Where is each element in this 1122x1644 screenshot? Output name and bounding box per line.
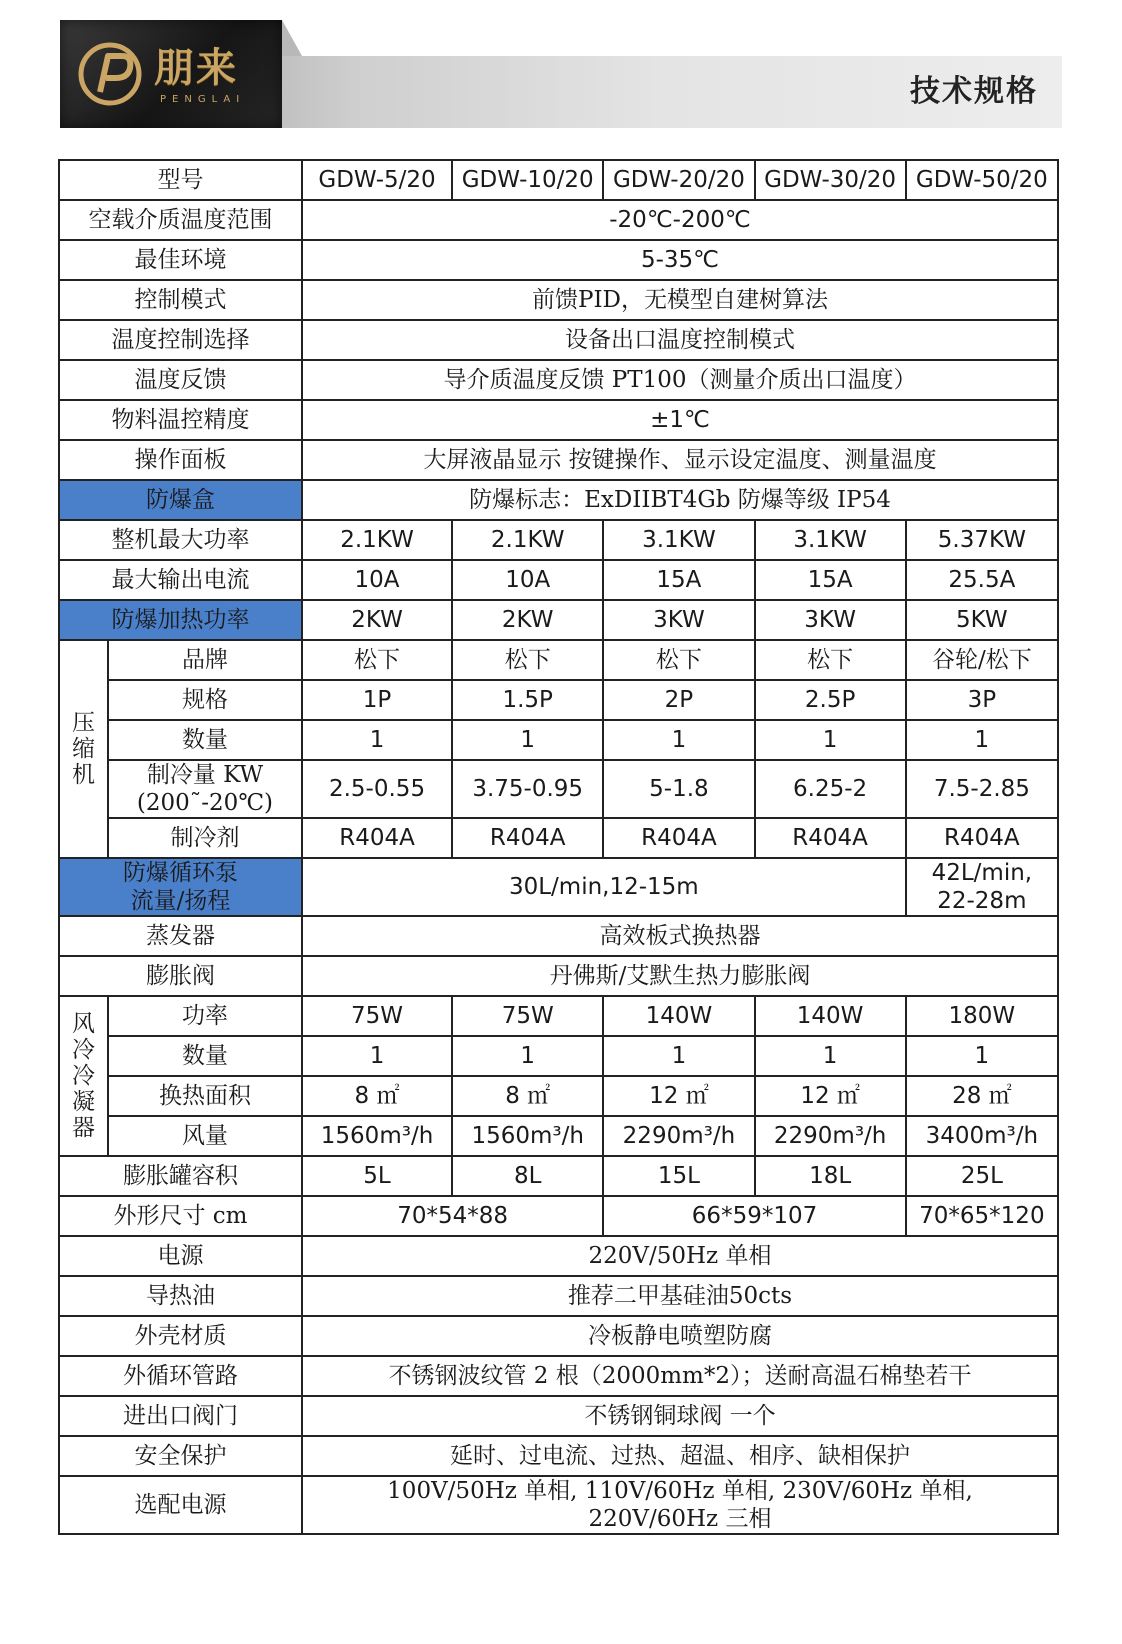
- table-row: [59, 1356, 1058, 1396]
- pump-last-line2: 22-28m: [937, 888, 1027, 914]
- sub-label: 制冷剂: [108, 818, 302, 858]
- table-row: [59, 1156, 1058, 1196]
- value-cell: 75W: [302, 996, 452, 1036]
- value-cell: 1560m³/h: [452, 1116, 603, 1156]
- sub-label: 风量: [108, 1116, 302, 1156]
- row-value: 30L/min,12-15m: [302, 858, 906, 916]
- table-row: [59, 1116, 1058, 1156]
- value-cell: 18L: [755, 1156, 906, 1196]
- value-cell: 75W: [452, 996, 603, 1036]
- table-row: [59, 160, 1058, 200]
- sub-label: 数量: [108, 1036, 302, 1076]
- row-value: 冷板静电喷塑防腐: [302, 1316, 1058, 1356]
- row-label: 操作面板: [59, 440, 302, 480]
- row-label: 整机最大功率: [59, 520, 302, 560]
- table-row: [59, 360, 1058, 400]
- value-cell: 3KW: [755, 600, 906, 640]
- row-value: ±1℃: [302, 400, 1058, 440]
- value-cell: 2.5P: [755, 680, 906, 720]
- value-cell: 3.1KW: [755, 520, 906, 560]
- row-label: 型号: [59, 160, 302, 200]
- model-cell: GDW-20/20: [603, 160, 754, 200]
- value-cell: 2KW: [452, 600, 603, 640]
- value-cell: 25L: [906, 1156, 1058, 1196]
- table-row: [59, 200, 1058, 240]
- value-cell: 1: [906, 1036, 1058, 1076]
- group-label-compressor: [59, 640, 108, 858]
- value-cell: 2290m³/h: [603, 1116, 754, 1156]
- row-label: 蒸发器: [59, 916, 302, 956]
- value-cell: 3KW: [603, 600, 754, 640]
- sub-label: 换热面积: [108, 1076, 302, 1116]
- value-cell: 8 ㎡: [452, 1076, 603, 1116]
- sub-label: 数量: [108, 720, 302, 760]
- value-cell: 70*54*88: [302, 1196, 603, 1236]
- table-row: [59, 1396, 1058, 1436]
- row-label: 安全保护: [59, 1436, 302, 1476]
- row-label-highlighted: [59, 858, 302, 916]
- table-row: [59, 1316, 1058, 1356]
- value-cell: 1: [906, 720, 1058, 760]
- pump-last-line1: 42L/min,: [931, 860, 1033, 886]
- sub-label: [108, 760, 302, 818]
- row-label: 膨胀罐容积: [59, 1156, 302, 1196]
- page-header: [60, 20, 1062, 128]
- model-cell: GDW-30/20: [755, 160, 906, 200]
- table-row: [59, 480, 1058, 520]
- value-cell: R404A: [452, 818, 603, 858]
- value-cell: 松下: [755, 640, 906, 680]
- row-label-highlighted: 防爆加热功率: [59, 600, 302, 640]
- value-cell: 5.37KW: [906, 520, 1058, 560]
- value-cell: 5L: [302, 1156, 452, 1196]
- table-row: [59, 280, 1058, 320]
- row-label: 电源: [59, 1236, 302, 1276]
- value-cell: 1: [452, 720, 603, 760]
- value-cell: 1560m³/h: [302, 1116, 452, 1156]
- pump-label-line1: 防爆循环泵: [122, 860, 238, 886]
- row-value: 大屏液晶显示 按键操作、显示设定温度、测量温度: [302, 440, 1058, 480]
- table-row: [59, 600, 1058, 640]
- value-cell: 2290m³/h: [755, 1116, 906, 1156]
- value-cell: 10A: [302, 560, 452, 600]
- value-cell: 7.5-2.85: [906, 760, 1058, 818]
- brand-logo: [60, 20, 282, 128]
- sub-label: 规格: [108, 680, 302, 720]
- value-cell: 1: [603, 1036, 754, 1076]
- table-row: [59, 400, 1058, 440]
- row-value: 设备出口温度控制模式: [302, 320, 1058, 360]
- row-label: 控制模式: [59, 280, 302, 320]
- value-cell: R404A: [603, 818, 754, 858]
- row-label: 外循环管路: [59, 1356, 302, 1396]
- row-value: 推荐二甲基硅油50cts: [302, 1276, 1058, 1316]
- spec-table: [58, 159, 1059, 1535]
- row-label-highlighted: 防爆盒: [59, 480, 302, 520]
- row-value: 前馈PID，无模型自建树算法: [302, 280, 1058, 320]
- logo-chinese-name: 朋来: [154, 45, 238, 91]
- value-cell: 140W: [603, 996, 754, 1036]
- optional-power-line2: 220V/60Hz 三相: [588, 1506, 772, 1532]
- model-cell: GDW-5/20: [302, 160, 452, 200]
- value-cell: 8 ㎡: [302, 1076, 452, 1116]
- row-value: -20℃-200℃: [302, 200, 1058, 240]
- value-cell: 12 ㎡: [755, 1076, 906, 1116]
- table-row: [59, 680, 1058, 720]
- table-row: [59, 858, 1058, 916]
- value-cell: 1: [302, 1036, 452, 1076]
- table-row: [59, 956, 1058, 996]
- table-row: [59, 1196, 1058, 1236]
- value-cell: 6.25-2: [755, 760, 906, 818]
- table-row: [59, 1436, 1058, 1476]
- table-row: [59, 1476, 1058, 1534]
- group-label-condenser: [59, 996, 108, 1156]
- value-cell: 3.1KW: [603, 520, 754, 560]
- row-label: 导热油: [59, 1276, 302, 1316]
- row-label: 空载介质温度范围: [59, 200, 302, 240]
- row-value: 不锈钢波纹管 2 根（2000mm*2）；送耐高温石棉垫若干: [302, 1356, 1058, 1396]
- row-value: 防爆标志：ExDIIBT4Gb 防爆等级 IP54: [302, 480, 1058, 520]
- sub-label: 品牌: [108, 640, 302, 680]
- logo-mark-icon: [78, 42, 142, 106]
- row-value: 220V/50Hz 单相: [302, 1236, 1058, 1276]
- value-cell: 2.1KW: [302, 520, 452, 560]
- page-title: 技术规格: [910, 74, 1038, 109]
- value-cell: 15A: [603, 560, 754, 600]
- value-cell: 松下: [603, 640, 754, 680]
- value-cell: 70*65*120: [906, 1196, 1058, 1236]
- value-cell: 15L: [603, 1156, 754, 1196]
- value-cell: 松下: [302, 640, 452, 680]
- value-cell: 25.5A: [906, 560, 1058, 600]
- optional-power-line1: 100V/50Hz 单相, 110V/60Hz 单相, 230V/60Hz 单相,: [387, 1478, 973, 1504]
- row-label: 物料温控精度: [59, 400, 302, 440]
- group-label-text: 压 缩 机: [72, 710, 95, 788]
- row-label: 温度反馈: [59, 360, 302, 400]
- table-row: [59, 996, 1058, 1036]
- row-label: 进出口阀门: [59, 1396, 302, 1436]
- value-cell: [906, 858, 1058, 916]
- table-row: [59, 520, 1058, 560]
- sub-label: 功率: [108, 996, 302, 1036]
- row-value: 不锈钢铜球阀 一个: [302, 1396, 1058, 1436]
- value-cell: 1: [755, 720, 906, 760]
- row-value: 延时、过电流、过热、超温、相序、缺相保护: [302, 1436, 1058, 1476]
- value-cell: 1P: [302, 680, 452, 720]
- value-cell: 1: [302, 720, 452, 760]
- table-row: [59, 1036, 1058, 1076]
- model-cell: GDW-50/20: [906, 160, 1058, 200]
- value-cell: 1: [755, 1036, 906, 1076]
- logo-english-name: PENGLAI: [160, 94, 246, 105]
- value-cell: 1.5P: [452, 680, 603, 720]
- value-cell: 2.5-0.55: [302, 760, 452, 818]
- row-value: 高效板式换热器: [302, 916, 1058, 956]
- row-value: [302, 1476, 1058, 1534]
- value-cell: R404A: [906, 818, 1058, 858]
- group-label-text: 风 冷 冷 凝 器: [72, 1011, 95, 1141]
- cooling-label-line2: (200˜-20℃): [136, 790, 274, 816]
- model-cell: GDW-10/20: [452, 160, 603, 200]
- table-row: [59, 560, 1058, 600]
- value-cell: R404A: [755, 818, 906, 858]
- row-value: 导介质温度反馈 PT100（测量介质出口温度）: [302, 360, 1058, 400]
- value-cell: 66*59*107: [603, 1196, 905, 1236]
- table-row: [59, 1276, 1058, 1316]
- value-cell: 谷轮/松下: [906, 640, 1058, 680]
- row-label: 温度控制选择: [59, 320, 302, 360]
- row-label: 选配电源: [59, 1476, 302, 1534]
- row-label: 外形尺寸 cm: [59, 1196, 302, 1236]
- value-cell: 松下: [452, 640, 603, 680]
- table-row: [59, 916, 1058, 956]
- value-cell: 2P: [603, 680, 754, 720]
- table-row: [59, 240, 1058, 280]
- table-row: [59, 1236, 1058, 1276]
- value-cell: 15A: [755, 560, 906, 600]
- cooling-label-line1: 制冷量 KW: [146, 762, 264, 788]
- value-cell: 3400m³/h: [906, 1116, 1058, 1156]
- row-label: 外壳材质: [59, 1316, 302, 1356]
- table-row: [59, 320, 1058, 360]
- value-cell: 180W: [906, 996, 1058, 1036]
- value-cell: 28 ㎡: [906, 1076, 1058, 1116]
- table-row: [59, 818, 1058, 858]
- table-row: [59, 1076, 1058, 1116]
- pump-label-line2: 流量/扬程: [130, 888, 231, 914]
- row-value: 5-35℃: [302, 240, 1058, 280]
- value-cell: 12 ㎡: [603, 1076, 754, 1116]
- value-cell: 2.1KW: [452, 520, 603, 560]
- value-cell: 2KW: [302, 600, 452, 640]
- value-cell: 1: [452, 1036, 603, 1076]
- value-cell: 3P: [906, 680, 1058, 720]
- row-label: 最大输出电流: [59, 560, 302, 600]
- value-cell: R404A: [302, 818, 452, 858]
- row-label: 膨胀阀: [59, 956, 302, 996]
- value-cell: 5KW: [906, 600, 1058, 640]
- value-cell: 1: [603, 720, 754, 760]
- value-cell: 3.75-0.95: [452, 760, 603, 818]
- value-cell: 8L: [452, 1156, 603, 1196]
- value-cell: 140W: [755, 996, 906, 1036]
- row-label: 最佳环境: [59, 240, 302, 280]
- value-cell: 10A: [452, 560, 603, 600]
- value-cell: 5-1.8: [603, 760, 754, 818]
- table-row: [59, 440, 1058, 480]
- table-row: [59, 640, 1058, 680]
- row-value: 丹佛斯/艾默生热力膨胀阀: [302, 956, 1058, 996]
- table-row: [59, 720, 1058, 760]
- table-row: [59, 760, 1058, 818]
